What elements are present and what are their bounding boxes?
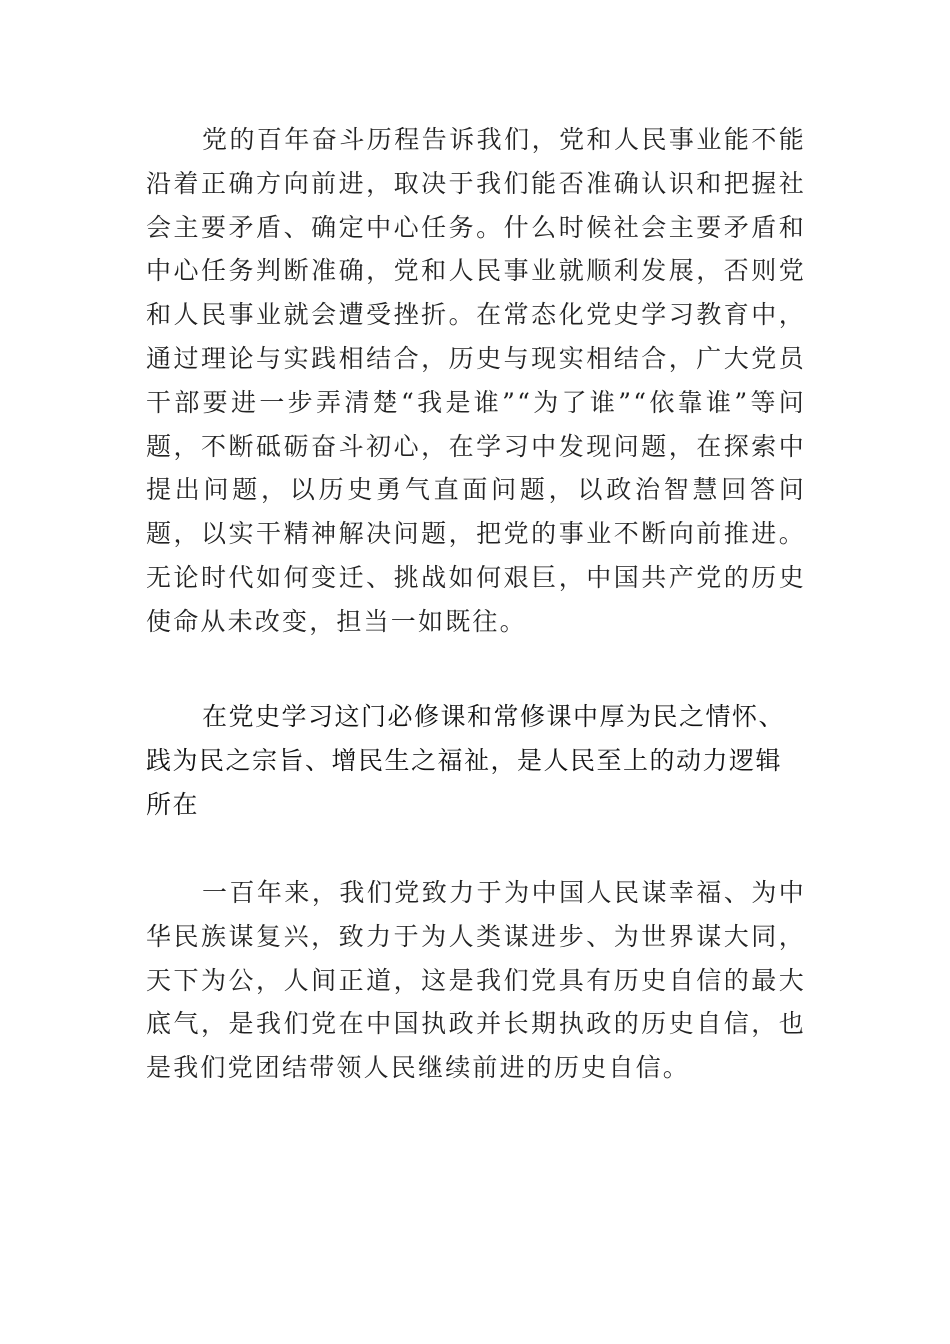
section-heading: 在党史学习这门必修课和常修课中厚为民之情怀、践为民之宗旨、增民生之福祉，是人民至上的动力逻辑所在 <box>146 702 786 819</box>
body-paragraph: 一百年来，我们党致力于为中国人民谋幸福、为中华民族谋复兴，致力于为人类谋进步、为世界谋大同，天下为公，人间正道，这是我们党具有历史自信的最大底气，是我们党在中国执政并长期执政的历史自信，也是我们党团结带领人民继续前进的历史自信。 <box>146 878 806 1083</box>
body-paragraph: 党的百年奋斗历程告诉我们，党和人民事业能不能沿着正确方向前进，取决于我们能否准确认识和把握社会主要矛盾、确定中心任务。什么时候社会主要矛盾和中心任务判断准确，党和人民事业就顺利发展，否则党和人民事业就会遭受挫折。在常态化党史学习教育中，通过理论与实践相结合，历史与现实相结合，广大党员干部要进一步弄清楚“我是谁”“为了谁”“依靠谁”等问题，不断砥砺奋斗初心，在学习中发现问题，在探索中提出问题，以历史勇气直面问题，以政治智慧回答问题，以实干精神解决问题，把党的事业不断向前推进。无论时代如何变迁、挑战如何艰巨，中国共产党的历史使命从未改变，担当一如既往。 <box>146 125 806 636</box>
